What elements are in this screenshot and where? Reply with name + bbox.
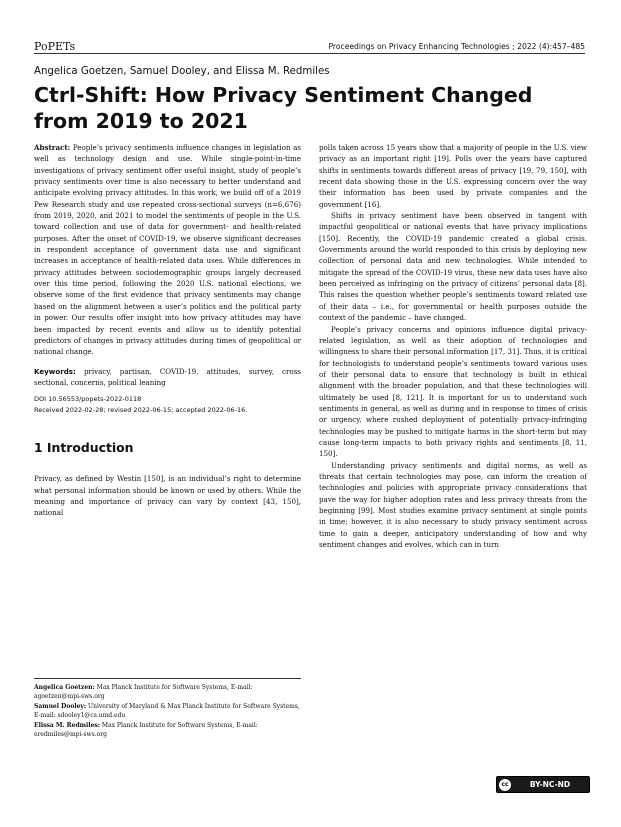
keywords-text: privacy, partisan, COVID-19, attitudes, survey, cross sectional, concerns, political leaning [34,366,301,387]
footnote [34,721,301,740]
paper-title: Ctrl-Shift: How Privacy Sentiment Changed from 2019 to 2021 [34,83,533,133]
body-paragraph-2: Shifts in privacy sentiment have been observed in tangent with impactful geopolitical or national events that have privacy implications [150]. Recently, the COVID-19 pandemic created a global crisis. Governments around the world responded to this crisis by deploying new collection of personal data and new technologies. While intended to mitigate the spread of the COVID-19 virus, these new data uses have also been perceived as infringing on the privacy of citizens’ personal data [8]. This raises the question whether people’s sentiments toward related use of their data – i.e., for governmental or health purposes outside the context of the pandemic – have changed. [319,211,587,323]
body-paragraph-3: People’s privacy concerns and opinions influence digital privacy-related legislation, as well as their adoption of technologies and willingness to share their personal information [17, 31]. Thus, it is critical for technologists to understand people’s sentiments toward various uses of their personal data to ensure that technology is built in ethical alignment with the broader population, and that these technologies will ultimately be used [8, 121]. It is important for us to understand such sentiments in general, as well as during and in response to times of crisis or urgency, where rushed deployment of potentially privacy-infringing technologies may be pushed to mitigate harms in the short-term but may cause long-term impacts to both privacy rights and sentiments [8, 11, 150]. [319,324,587,459]
journal-name: PoPETs [34,40,76,53]
received-dates: Received 2022-02-28; revised 2022-06-15; accepted 2022-06-16. [34,405,248,414]
keywords-label: Keywords: [34,366,76,376]
abstract-label: Abstract: [34,143,71,152]
footnote-text: Max Planck Institute for Software Systems, E-mail: eredmiles@mpi-sws.org [34,721,258,739]
author-list: Angelica Goetzen, Samuel Dooley, and Elissa M. Redmiles [34,66,330,77]
intro-paragraph: Privacy, as defined by Westin [150], is an individual’s right to determine what personal information should be known or used by others. While the meaning and importance of privacy can vary by context [43, 150], national [34,474,301,518]
footnote-text: Max Planck Institute for Software Systems, E-mail: agoetzen@mpi-sws.org [34,684,253,701]
doi: DOI 10.56553/popets-2022-0118 [34,395,142,404]
footnote-author: Samuel Dooley: [34,702,87,710]
footnote [34,702,301,721]
body-paragraph-1: polls taken across 15 years show that a majority of people in the U.S. view privacy as an important right [19]. Polls over the years have captured shifts in sentiments towards different areas of privacy [19, 79, 150], with recent data showing those in the U.S. expressing concern over the way their information has been used by private companies and the government [16]. [319,143,587,209]
footnote [34,683,301,702]
author-footnotes [34,678,301,739]
footnote-author: Angelica Goetzen: [34,684,95,691]
running-header: Proceedings on Privacy Enhancing Technologies ; 2022 (4):457–485 [328,42,585,51]
section-heading: 1 Introduction [34,440,134,456]
body-paragraph-4: Understanding privacy sentiments and digital norms, as well as threats that certain technologies may pose, can inform the creation of technologies and policies with appropriate privacy considerations that pave the way for higher adoption rates and less privacy threats from the beginning [99]. Most studies examine privacy sentiment at single points in time; however, it is also necessary to study privacy sentiment across time to gain a deeper, anticipatory understanding of how and why sentiment changes and evolves, which can in turn [319,460,587,550]
keywords [34,366,301,389]
right-column [319,142,587,550]
abstract-text: People’s privacy sentiments influence changes in legislation as well as technology design and use. While single-point-in-time investigations of privacy sentiment offer useful insight, study of people’s privacy sentiments over time is also necessary to better understand and anticipate evolving privacy attitudes. In this work, we build off of a 2019 Pew Research study and use repeated cross-sectional surveys (n=6,676) from 2019, 2020, and 2021 to model the sentiments of people in the U.S. toward collection and use of data for government- and health-related purposes. After the onset of COVID-19, we observe significant decreases in respondent acceptance of government data use and significant increases in acceptance of health-related data uses. While differences in privacy attitudes between sociodemographic groups largely decreased over this time period, following the 2020 U.S. national elections, we observe some of the first evidence that privacy sentiments may change based on the alignment between a user’s politics and the political party in power. Our results offer insight into how privacy attitudes may have been impacted by recent events and allow us to identify potential predictors of changes in privacy attitudes during times of geopolitical or national change. [34,143,301,357]
license-label: BY-NC-ND [529,780,571,789]
footnote-author: Elissa M. Redmiles: [34,721,100,729]
left-column [34,142,301,519]
cc-license-badge[interactable] [496,776,590,793]
abstract [34,142,301,358]
creative-commons-icon: cc [499,779,511,791]
page-header [34,37,585,54]
footnote-text: University of Maryland & Max Planck Institute for Software Systems, E-mail: sdooley1@cs.umd.edu [34,702,300,720]
